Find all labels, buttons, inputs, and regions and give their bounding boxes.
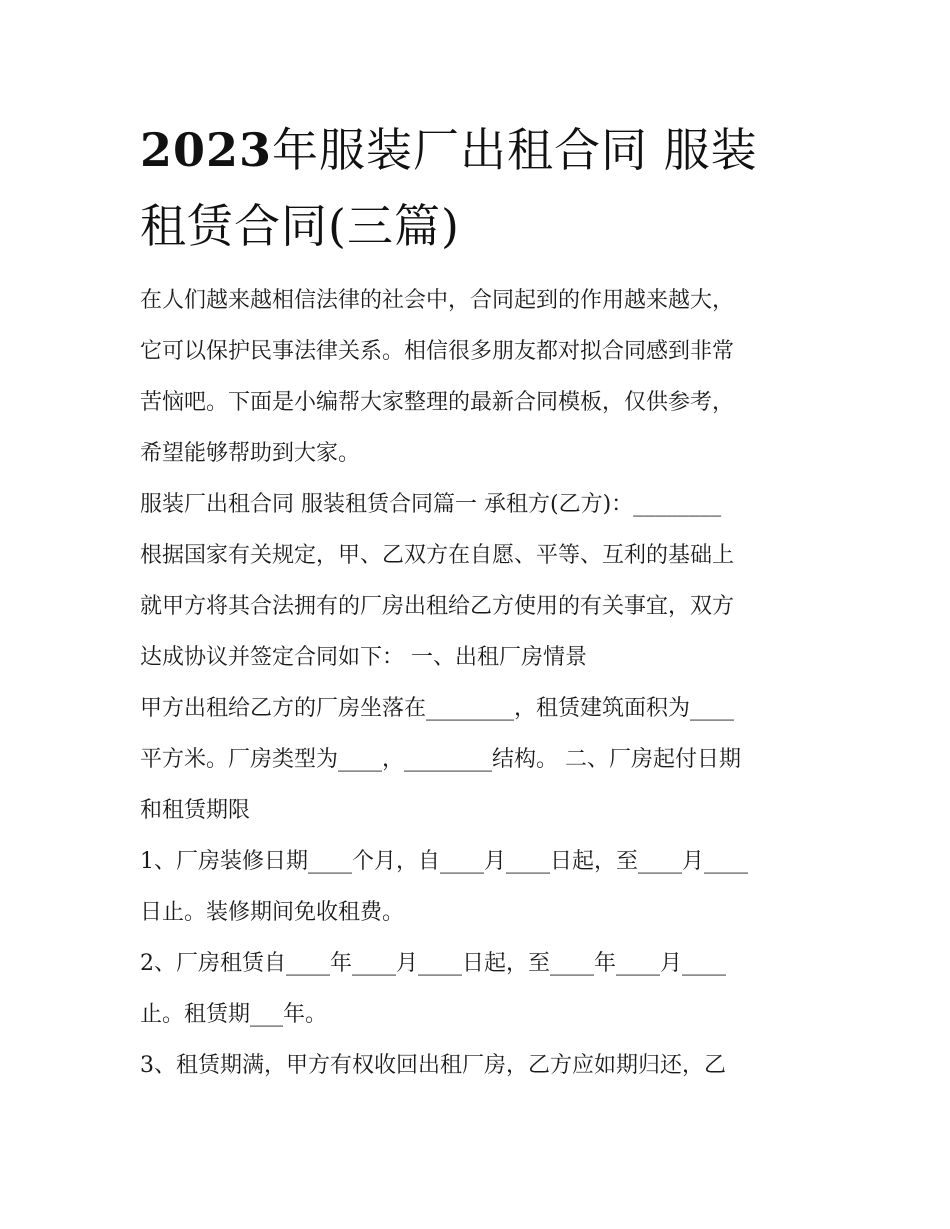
title-line2: 租赁合同(三篇)	[140, 199, 460, 253]
document-body	[140, 275, 820, 1091]
title-line1-rest: 年服装厂出租合同 服装	[272, 123, 758, 177]
body-line: 希望能够帮助到大家。	[140, 441, 361, 466]
body-line: 平方米。厂房类型为____，________结构。 二、厂房起付日期	[140, 747, 741, 772]
body-line: 止。租赁期___年。	[140, 1002, 328, 1027]
body-line: 达成协议并签定合同如下： 一、出租厂房情景	[140, 645, 587, 670]
body-line: 3、租赁期满，甲方有权收回出租厂房，乙方应如期归还，乙	[140, 1053, 726, 1078]
body-line: 日止。装修期间免收租费。	[140, 900, 405, 925]
body-line: 2、厂房租赁自____年____月____日起，至____年____月____	[140, 951, 726, 976]
body-line: 它可以保护民事法律关系。相信很多朋友都对拟合同感到非常	[140, 339, 735, 364]
body-line: 1、厂房装修日期____个月，自____月____日起，至____月____	[140, 849, 748, 874]
body-line: 和租赁期限	[140, 798, 251, 823]
title-year: 2023	[140, 123, 273, 177]
body-line: 苦恼吧。下面是小编帮大家整理的最新合同模板，仅供参考，	[140, 390, 735, 415]
body-line: 甲方出租给乙方的厂房坐落在________，租赁建筑面积为____	[140, 696, 735, 721]
body-line: 就甲方将其合法拥有的厂房出租给乙方使用的有关事宜，双方	[140, 594, 735, 619]
body-line: 根据国家有关规定，甲、乙双方在自愿、平等、互利的基础上	[140, 543, 735, 568]
body-line: 服装厂出租合同 服装租赁合同篇一 承租方(乙方)：________	[140, 492, 722, 517]
document-title	[140, 112, 820, 264]
body-line: 在人们越来越相信法律的社会中，合同起到的作用越来越大，	[140, 288, 735, 313]
